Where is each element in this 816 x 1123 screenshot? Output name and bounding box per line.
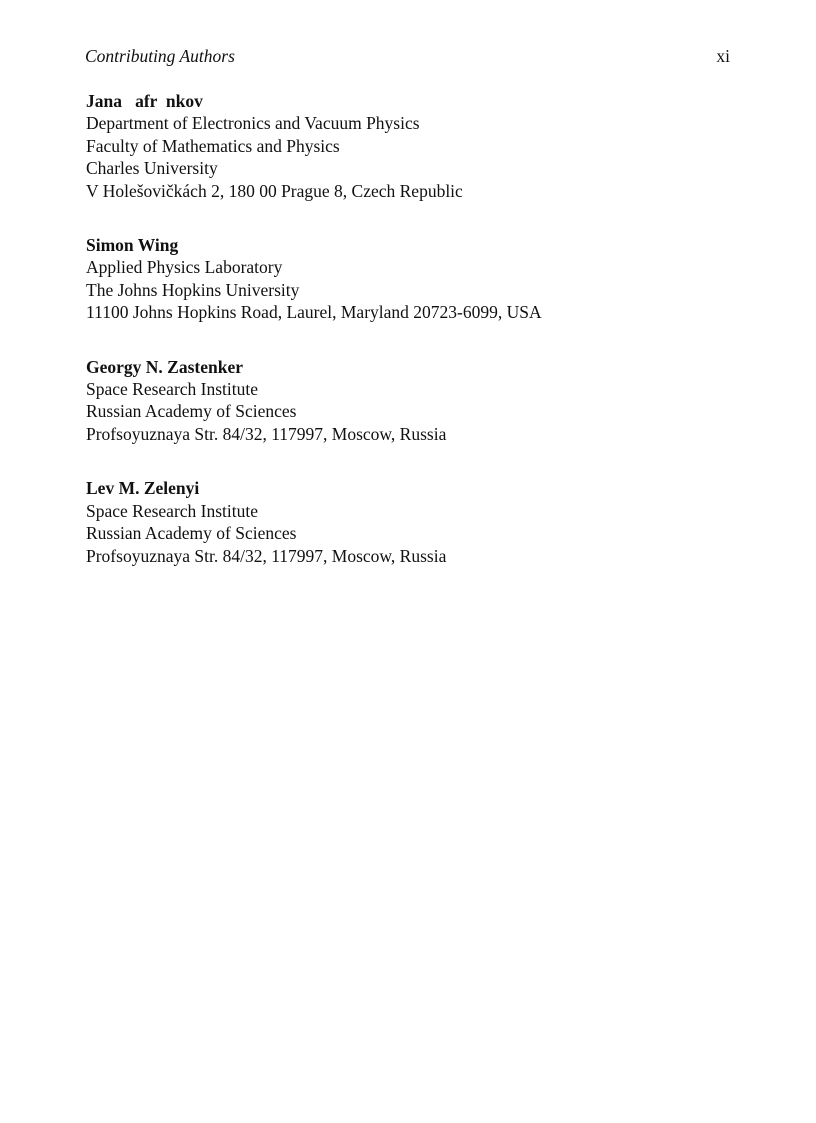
affiliation-line: 11100 Johns Hopkins Road, Laurel, Maryland 20723-6099, USA [86, 302, 542, 323]
affiliation-line: Faculty of Mathematics and Physics [86, 135, 340, 156]
author-name: Simon Wing [86, 235, 179, 256]
affiliation-line: Russian Academy of Sciences [86, 523, 297, 544]
author-name: Lev M. Zelenyi [86, 478, 200, 499]
running-head [85, 45, 730, 69]
author-name: Georgy N. Zastenker [86, 356, 243, 377]
affiliation-line: Space Research Institute [86, 500, 259, 521]
affiliation-line: Space Research Institute [86, 379, 259, 400]
affiliation-line: Russian Academy of Sciences [86, 401, 297, 422]
author-name: Jana afr nkov [86, 91, 203, 111]
affiliation-line: Profsoyuznaya Str. 84/32, 117997, Moscow, Russia [86, 423, 447, 444]
author-entry [86, 90, 766, 202]
author-entry [86, 477, 766, 567]
page-number: xi [716, 46, 730, 66]
affiliation-line: Charles University [86, 158, 218, 179]
author-entry [86, 356, 766, 446]
author-list [86, 90, 766, 599]
running-title: Contributing Authors [85, 46, 235, 66]
affiliation-line: V Holešovičkách 2, 180 00 Prague 8, Czech Republic [86, 180, 463, 201]
affiliation-line: Profsoyuznaya Str. 84/32, 117997, Moscow, Russia [86, 545, 447, 566]
affiliation-line: The Johns Hopkins University [86, 279, 300, 300]
affiliation-line: Department of Electronics and Vacuum Physics [86, 113, 420, 134]
author-entry [86, 234, 766, 324]
affiliation-line: Applied Physics Laboratory [86, 257, 283, 278]
